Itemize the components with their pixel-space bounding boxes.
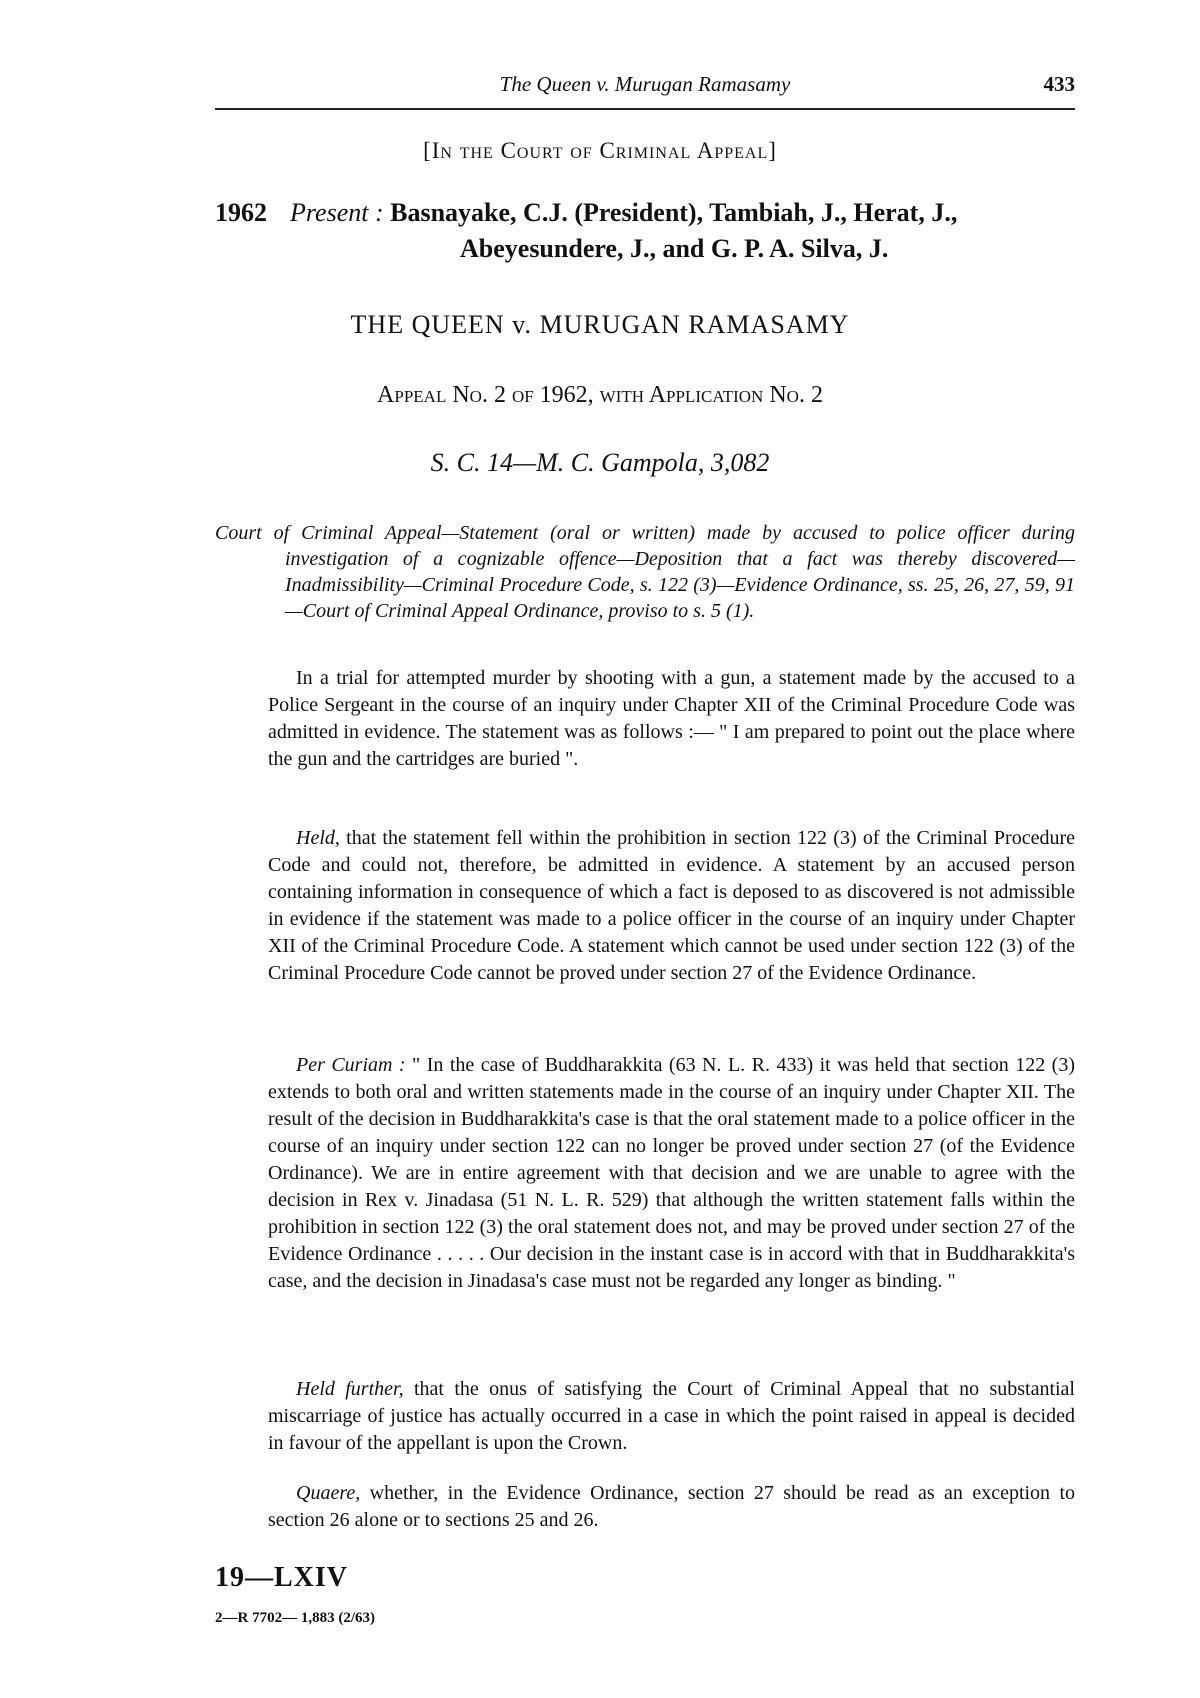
held-text: that the statement fell within the prohibition in section 122 (3) of the Criminal Procedure Code and could not, therefore, be admitted in evidence. A statement by an accused person containing information in consequence of which a fact is deposed to as discovered is not admissible in evidence if the statement was made to a police officer in the course of an inquiry under Chapter XII of the Criminal Procedure Code. A statement which cannot be used under section 122 (3) of the Criminal Procedure Code cannot be proved under section 27 of the Evidence Ordinance. [268, 827, 1075, 984]
paragraph-facts: In a trial for attempted murder by shooting with a gun, a statement made by the accused to a Police Sergeant in the course of an inquiry under Chapter XII of the Criminal Procedure Code was admitted in evidence. The statement was as follows :— " I am prepared to point out the place where the gun and the cartridges are buried ". [268, 667, 1075, 770]
paragraph-held-further [268, 1376, 1075, 1457]
running-title: The Queen v. Murugan Ramasamy [499, 72, 791, 96]
page-number: 433 [1043, 72, 1075, 96]
court-heading: [In the Court of Criminal Appeal] [423, 138, 777, 163]
quaere-text: whether, in the Evidence Ordinance, section 27 should be read as an exception to section 26 alone or to sections 25 and 26. [268, 1482, 1075, 1531]
headnote: Court of Criminal Appeal—Statement (oral or written) made by accused to police officer during investigation of a cognizable offence—Deposition that a fact was thereby discovered—Inadmissibility—Criminal Procedure Code, s. 122 (3)—Evidence Ordinance, ss. 25, 26, 27, 59, 91—Court of Criminal Appeal Ordinance, proviso to s. 5 (1). [215, 522, 1075, 622]
quaere-label: Quaere, [296, 1482, 361, 1504]
held-further-label: Held further, [296, 1378, 404, 1400]
case-title: THE QUEEN v. MURUGAN RAMASAMY [350, 310, 850, 339]
present-label: Present : [290, 198, 384, 227]
paragraph-quaere [268, 1480, 1075, 1534]
judges-line-2: Abeyesundere, J., and G. P. A. Silva, J. [460, 234, 889, 263]
judges-line-1: Basnayake, C.J. (President), Tambiah, J., Herat, J., [390, 198, 958, 227]
per-curiam-text: " In the case of Buddharakkita (63 N. L. R. 433) it was held that section 122 (3) extends to both oral and written statements made in the course of an inquiry under Chapter XII. The result of the decision in Buddharakkita's case is that the oral statement made to a police officer in the course of an inquiry under section 122 can no longer be proved under section 27 (of the Evidence Ordinance). We are in entire agreement with that decision and we are unable to agree with the decision in Rex v. Jinadasa (51 N. L. R. 529) that although the written statement falls within the prohibition in section 122 (3) the oral statement does not, and may be proved under section 27 of the Evidence Ordinance . . . . . Our decision in the instant case is in accord with that in Buddharakkita's case, and the decision in Jinadasa's case must not be regarded any longer as binding. " [268, 1054, 1075, 1292]
held-label: Held, [296, 827, 340, 849]
bench [290, 195, 1090, 267]
page-header [215, 72, 1075, 110]
appeal-number: Appeal No. 2 of 1962, with Application No. 2 [377, 382, 823, 408]
paragraph-per-curiam [268, 1052, 1075, 1295]
sc-reference: S. C. 14—M. C. Gampola, 3,082 [430, 448, 770, 477]
per-curiam-label: Per Curiam : [296, 1054, 406, 1076]
paragraph-held [268, 825, 1075, 987]
year: 1962 [215, 198, 267, 227]
print-reference: 2—R 7702— 1,883 (2/63) [215, 1610, 375, 1626]
signature-mark: 19—LXIV [215, 1562, 349, 1593]
held-further-text: that the onus of satisfying the Court of Criminal Appeal that no substantial miscarriage of justice has actually occurred in a case in which the point raised in appeal is decided in favour of the appellant is upon the Crown. [268, 1378, 1075, 1454]
